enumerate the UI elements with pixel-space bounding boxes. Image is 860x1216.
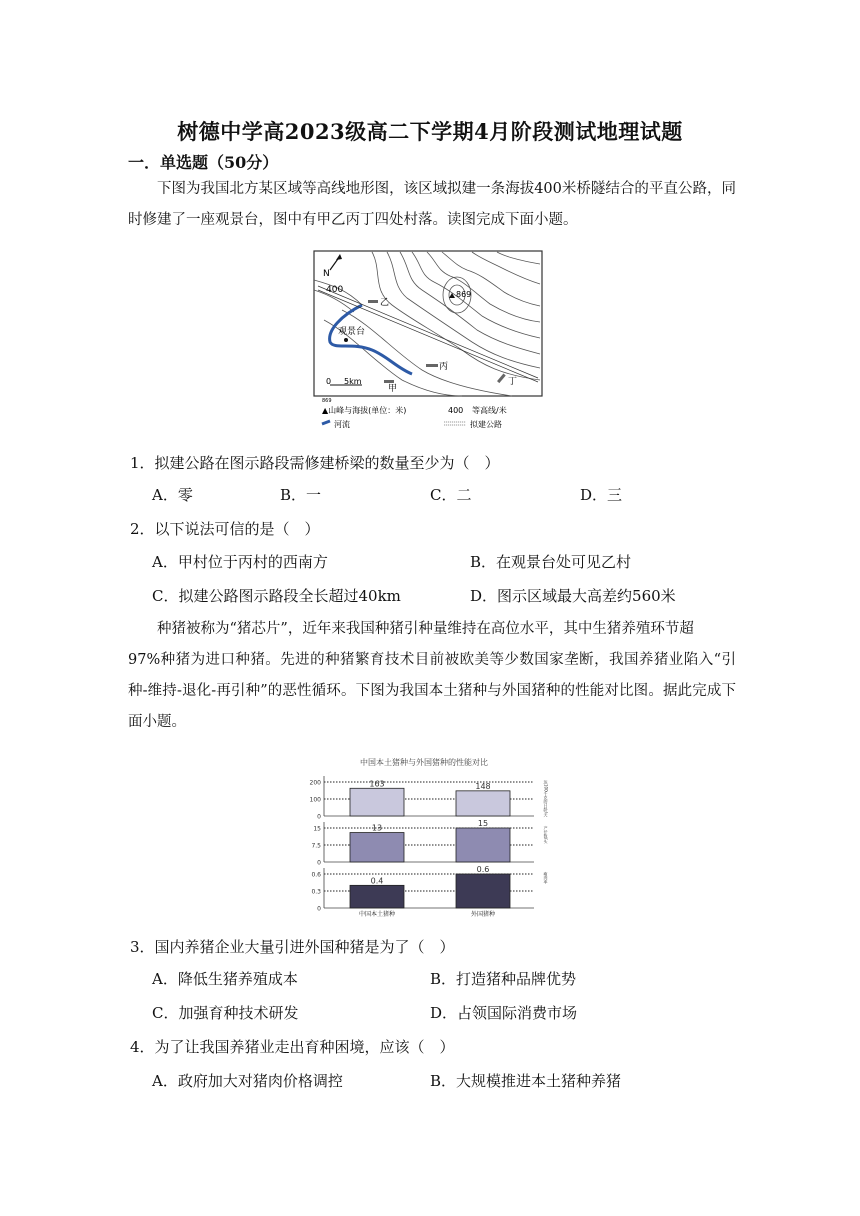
q1-stem: 1．拟建公路在图示路段需修建桥梁的数量至少为（ ） xyxy=(130,454,500,472)
chart-data-label: 0.6 xyxy=(476,865,490,874)
chart-title: 中国本土猪种与外国猪种的性能对比 xyxy=(360,758,488,767)
q2-option-d[interactable]: D．图示区域最大高差约560米 xyxy=(470,587,676,605)
north-label: N xyxy=(323,269,330,279)
peak-label: 869 xyxy=(456,290,472,299)
village-yi-label: 乙 xyxy=(380,298,390,308)
chart-bar xyxy=(456,791,510,816)
chart-tick-label: 15 xyxy=(313,825,321,833)
intro-paragraph-2: 97%种猪为进口种猪。先进的种猪繁育技术目前被欧美等少数国家垄断，我国养猪业陷入“引种-维持-退化-再引种”的恶性循环。下图为我国本土猪种与外国猪种的性能对比图。据此完成下面小题。 xyxy=(128,652,736,730)
chart-data-label: 163 xyxy=(369,779,385,789)
chart-bar xyxy=(456,828,510,862)
chart-tick-label: 0 xyxy=(317,905,321,913)
intro-paragraph-1: 下图为我国北方某区域等高线地形图，该区域拟建一条海拔400米桥隧结合的平直公路，同时修建了一座观景台，图中有甲乙丙丁四处村落。读图完成下面小题。 xyxy=(128,181,736,228)
q3-option-d[interactable]: D．占领国际消费市场 xyxy=(430,1004,578,1022)
q1-option-a[interactable]: A．零 xyxy=(152,486,193,504)
legend-road: 拟建公路 xyxy=(470,420,502,429)
chart-bar xyxy=(456,874,510,908)
chart-bar xyxy=(350,885,404,908)
chart-data-label: 13 xyxy=(371,823,383,833)
village-jia-marker xyxy=(384,380,394,383)
chart-tick-label: 0 xyxy=(317,859,321,867)
legend-contour: 等高线/米 xyxy=(472,406,507,415)
viewpoint-marker xyxy=(344,338,348,342)
q3-option-c[interactable]: C．加强育种技术研发 xyxy=(152,1004,299,1022)
section-heading: 一．单选题（50分） xyxy=(128,153,279,172)
q2-stem: 2．以下说法可信的是（ ） xyxy=(130,520,320,538)
q2-option-c[interactable]: C．拟建公路图示路段全长超过40km xyxy=(152,587,401,605)
village-bing-marker xyxy=(426,364,438,367)
contour-400-label: 400 xyxy=(326,285,344,295)
q2-option-a[interactable]: A．甲村位于丙村的西南方 xyxy=(152,553,328,571)
legend-river-icon xyxy=(322,421,330,424)
chart-tick-label: 200 xyxy=(309,779,321,787)
legend-peak: ▲山峰与海拔(单位：米) xyxy=(322,406,407,415)
chart-data-label: 148 xyxy=(475,781,491,791)
chart-tick-label: 0 xyxy=(317,813,321,821)
pig-performance-chart xyxy=(306,752,556,922)
viewpoint-label: 观景台 xyxy=(338,327,366,337)
chart-bar xyxy=(350,833,404,862)
chart-data-label: 15 xyxy=(477,819,489,828)
chart-category-label: 外国猪种 xyxy=(470,911,496,918)
q2-option-b[interactable]: B．在观景台处可见乙村 xyxy=(470,553,632,571)
chart-category-label: 中国本土猪种 xyxy=(358,911,396,918)
chart-tick-label: 0.6 xyxy=(311,871,321,879)
chart-tick-label: 0.3 xyxy=(311,888,321,896)
chart-tick-label: 100 xyxy=(309,796,321,804)
contour-map xyxy=(312,250,544,436)
scale-length: 5km xyxy=(344,377,362,386)
scale-zero: 0 xyxy=(326,377,332,386)
village-jia-label: 甲 xyxy=(388,384,398,394)
intro-paragraph-2-line1: 种猪被称为“猪芯片”，近年来我国种猪引种量维持在高位水平，其中生猪养殖环节超 xyxy=(157,621,694,637)
q3-option-b[interactable]: B．打造猪种品牌优势 xyxy=(430,970,577,988)
q4-option-b[interactable]: B．大规模推进本土猪种养猪 xyxy=(430,1072,622,1090)
q1-option-d[interactable]: D．三 xyxy=(580,486,623,504)
chart-bar xyxy=(350,788,404,816)
legend-contour-number: 400 xyxy=(448,406,464,415)
legend-river: 河流 xyxy=(334,420,350,429)
page-title: 树德中学高2023级高二下学期4月阶段测试地理试题 xyxy=(177,119,683,144)
q3-stem: 3．国内养猪企业大量引进外国种猪是为了（ ） xyxy=(130,938,455,956)
chart-ylabel: 达100千克的日龄/天 xyxy=(543,780,549,817)
village-bing-label: 丙 xyxy=(439,362,449,372)
q1-option-b[interactable]: B．一 xyxy=(280,486,322,504)
chart-tick-label: 7.5 xyxy=(311,842,321,850)
q4-stem: 4．为了让我国养猪业走出育种困境，应该（ ） xyxy=(130,1038,455,1056)
q1-option-c[interactable]: C．二 xyxy=(430,486,472,504)
village-ding-label: 丁 xyxy=(508,377,518,387)
q3-option-a[interactable]: A．降低生猪养殖成本 xyxy=(152,970,298,988)
chart-ylabel: 瘦肉率 xyxy=(543,872,549,884)
q4-option-a[interactable]: A．政府加大对猪肉价格调控 xyxy=(152,1072,343,1090)
village-yi-marker xyxy=(368,300,378,303)
legend-peak-number: 869 xyxy=(322,398,332,404)
chart-ylabel: 产仔数/头 xyxy=(543,826,549,844)
map-frame xyxy=(314,251,542,396)
chart-data-label: 0.4 xyxy=(370,876,384,886)
